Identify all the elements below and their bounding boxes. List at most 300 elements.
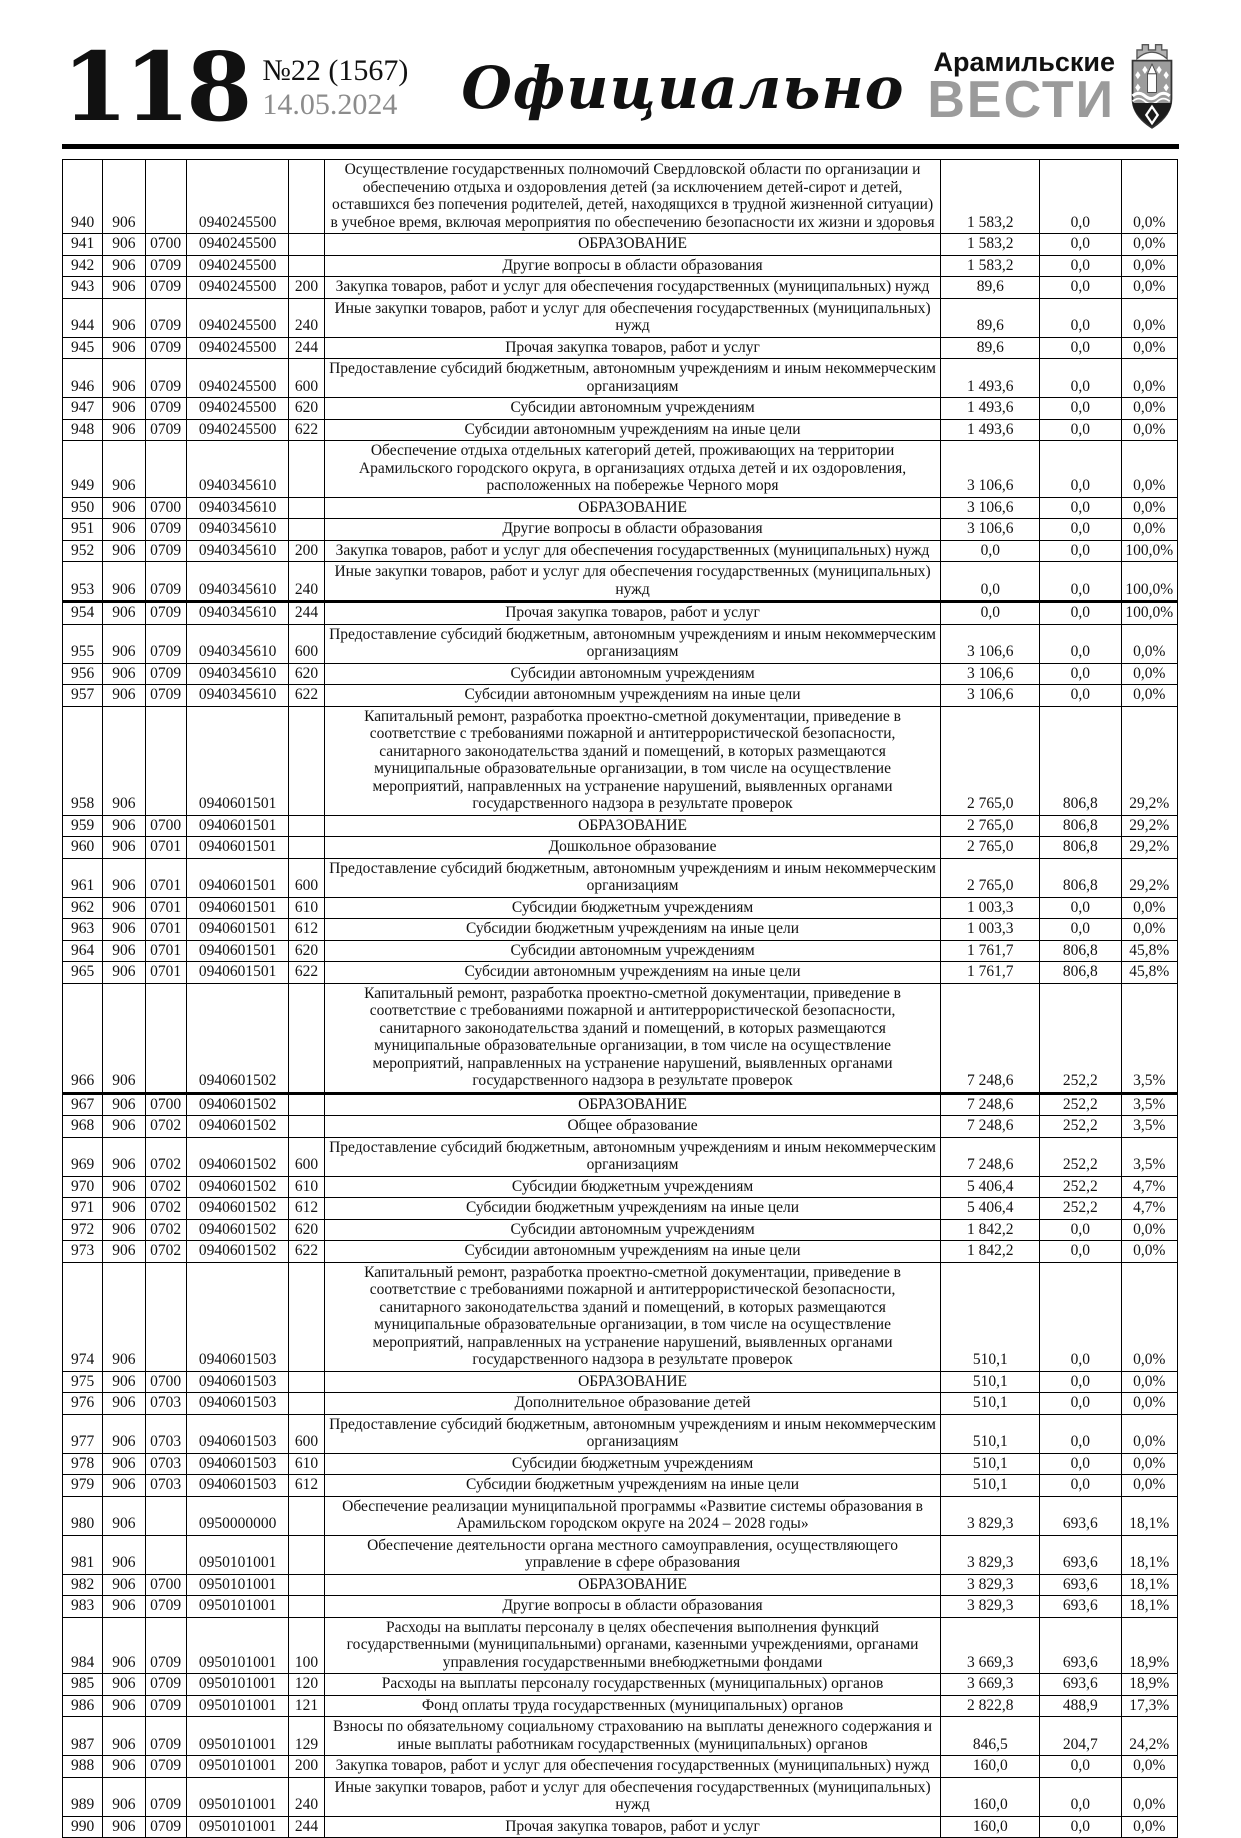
cell-expense-type-code [289,706,324,815]
cell-percent: 0,0% [1121,234,1177,256]
cell-grbs-code: 906 [103,858,145,897]
cell-plan-amount: 89,6 [941,298,1040,337]
cell-percent: 29,2% [1121,858,1177,897]
cell-executed-amount: 0,0 [1040,663,1122,685]
cell-name: Предоставление субсидий бюджетным, автономным учреждениям и иным некоммерческим организациям [324,624,941,663]
table-row [63,562,1178,602]
cell-grbs-code: 906 [103,419,145,441]
cell-plan-amount: 3 829,3 [941,1535,1040,1574]
cell-grbs-code: 906 [103,359,145,398]
cell-plan-amount: 160,0 [941,1777,1040,1816]
cell-name: Расходы на выплаты персоналу в целях обеспечения выполнения функций государственными (муниципальными) органами, казенными учреждениями, органами управления государственными внебюджетными фондами [324,1617,941,1674]
cell-name: Субсидии автономным учреждениям [324,940,941,962]
cell-grbs-code: 906 [103,277,145,299]
cell-grbs-code: 906 [103,1574,145,1596]
cell-target-code: 0940601501 [186,919,289,941]
cell-target-code: 0940345610 [186,540,289,562]
table-row [63,940,1178,962]
cell-section-code: 0701 [145,962,186,984]
cell-grbs-code: 906 [103,398,145,420]
cell-expense-type-code [289,1535,324,1574]
cell-executed-amount: 0,0 [1040,1262,1122,1371]
table-row [63,1574,1178,1596]
cell-grbs-code: 906 [103,1093,145,1116]
cell-plan-amount: 3 106,6 [941,519,1040,541]
cell-grbs-code: 906 [103,1414,145,1453]
cell-section-code: 0702 [145,1198,186,1220]
cell-executed-amount: 806,8 [1040,815,1122,837]
cell-section-code: 0702 [145,1116,186,1138]
cell-target-code: 0940345610 [186,602,289,625]
cell-expense-type-code: 244 [289,337,324,359]
cell-name: Капитальный ремонт, разработка проектно-сметной документации, приведение в соответствие с требованиями пожарной и антитеррористической безопасности, санитарного законодательства зданий и помещений, в которых размещаются муниципальные образовательные организации, в том числе на осуществление мероприятий, направленных на устранение нарушений, выявленных органами государственного надзора в результате проверок [324,1262,941,1371]
cell-row-number: 942 [63,255,103,277]
cell-executed-amount: 0,0 [1040,1219,1122,1241]
table-row [63,160,1178,234]
cell-percent: 0,0% [1121,519,1177,541]
cell-executed-amount: 0,0 [1040,1393,1122,1415]
cell-expense-type-code: 121 [289,1695,324,1717]
cell-plan-amount: 1 003,3 [941,897,1040,919]
cell-name: Осуществление государственных полномочий Свердловской области по организации и обеспечению отдыха и оздоровления детей (за исключением детей-сирот и детей, оставшихся без попечения родителей, детей, находящихся в трудной жизненной ситуации) в учебное время, включая мероприятия по обеспечению безопасности их жизни и здоровья [324,160,941,234]
cell-row-number: 989 [63,1777,103,1816]
cell-name: Дополнительное образование детей [324,1393,941,1415]
cell-expense-type-code: 600 [289,858,324,897]
table-row [63,359,1178,398]
cell-name: ОБРАЗОВАНИЕ [324,234,941,256]
cell-row-number: 945 [63,337,103,359]
cell-section-code: 0709 [145,562,186,602]
cell-section-code: 0709 [145,1756,186,1778]
cell-executed-amount: 0,0 [1040,540,1122,562]
cell-target-code: 0950101001 [186,1756,289,1778]
cell-name: Взносы по обязательному социальному страхованию на выплаты денежного содержания и иные выплаты работникам государственных (муниципальных) органов [324,1717,941,1756]
cell-section-code: 0709 [145,1674,186,1696]
issue-block [262,54,408,123]
cell-plan-amount: 1 761,7 [941,940,1040,962]
cell-name: Иные закупки товаров, работ и услуг для обеспечения государственных (муниципальных) нужд [324,298,941,337]
cell-expense-type-code: 622 [289,685,324,707]
cell-percent: 0,0% [1121,1241,1177,1263]
cell-plan-amount: 0,0 [941,602,1040,625]
cell-plan-amount: 5 406,4 [941,1176,1040,1198]
cell-executed-amount: 0,0 [1040,1756,1122,1778]
cell-plan-amount: 2 822,8 [941,1695,1040,1717]
cell-target-code: 0950101001 [186,1596,289,1618]
cell-plan-amount: 3 669,3 [941,1617,1040,1674]
table-row [63,1475,1178,1497]
table-row [63,1198,1178,1220]
cell-target-code: 0940345610 [186,663,289,685]
cell-target-code: 0940601502 [186,1137,289,1176]
cell-name: ОБРАЗОВАНИЕ [324,497,941,519]
cell-target-code: 0940601502 [186,1198,289,1220]
cell-executed-amount: 693,6 [1040,1496,1122,1535]
cell-plan-amount: 0,0 [941,540,1040,562]
cell-grbs-code: 906 [103,837,145,859]
cell-executed-amount: 693,6 [1040,1574,1122,1596]
cell-executed-amount: 0,0 [1040,562,1122,602]
cell-row-number: 982 [63,1574,103,1596]
cell-grbs-code: 906 [103,1137,145,1176]
cell-section-code: 0709 [145,1596,186,1618]
cell-row-number: 959 [63,815,103,837]
cell-executed-amount: 0,0 [1040,1371,1122,1393]
cell-executed-amount: 204,7 [1040,1717,1122,1756]
cell-name: Закупка товаров, работ и услуг для обеспечения государственных (муниципальных) нужд [324,540,941,562]
cell-expense-type-code: 200 [289,540,324,562]
cell-expense-type-code [289,1262,324,1371]
cell-section-code: 0702 [145,1219,186,1241]
cell-name: Субсидии бюджетным учреждениям [324,897,941,919]
table-row [63,1116,1178,1138]
cell-plan-amount: 2 765,0 [941,815,1040,837]
cell-grbs-code: 906 [103,983,145,1093]
cell-percent: 0,0% [1121,1393,1177,1415]
cell-row-number: 954 [63,602,103,625]
cell-section-code: 0702 [145,1137,186,1176]
cell-target-code: 0950101001 [186,1574,289,1596]
cell-plan-amount: 510,1 [941,1371,1040,1393]
cell-executed-amount: 0,0 [1040,255,1122,277]
cell-percent: 0,0% [1121,1219,1177,1241]
cell-expense-type-code [289,983,324,1093]
cell-percent: 4,7% [1121,1198,1177,1220]
table-row [63,255,1178,277]
cell-target-code: 0950101001 [186,1717,289,1756]
cell-row-number: 960 [63,837,103,859]
cell-target-code: 0940601501 [186,897,289,919]
cell-row-number: 944 [63,298,103,337]
cell-grbs-code: 906 [103,1695,145,1717]
table-row [63,234,1178,256]
cell-row-number: 947 [63,398,103,420]
cell-executed-amount: 0,0 [1040,624,1122,663]
table-row [63,1414,1178,1453]
cell-expense-type-code [289,1574,324,1596]
cell-percent: 0,0% [1121,1475,1177,1497]
cell-executed-amount: 806,8 [1040,837,1122,859]
cell-target-code: 0950101001 [186,1695,289,1717]
cell-row-number: 975 [63,1371,103,1393]
cell-expense-type-code: 244 [289,602,324,625]
cell-grbs-code: 906 [103,897,145,919]
cell-section-code: 0709 [145,255,186,277]
cell-executed-amount: 0,0 [1040,398,1122,420]
cell-section-code: 0709 [145,519,186,541]
cell-executed-amount: 693,6 [1040,1596,1122,1618]
cell-row-number: 978 [63,1453,103,1475]
table-row [63,519,1178,541]
cell-name: Субсидии автономным учреждениям на иные цели [324,419,941,441]
cell-row-number: 953 [63,562,103,602]
cell-section-code: 0709 [145,1717,186,1756]
cell-row-number: 950 [63,497,103,519]
cell-plan-amount: 89,6 [941,337,1040,359]
cell-plan-amount: 3 106,6 [941,497,1040,519]
cell-percent: 0,0% [1121,1262,1177,1371]
cell-grbs-code: 906 [103,1756,145,1778]
cell-section-code: 0709 [145,540,186,562]
cell-percent: 0,0% [1121,1816,1177,1838]
cell-section-code: 0700 [145,234,186,256]
cell-expense-type-code [289,1093,324,1116]
cell-expense-type-code: 620 [289,398,324,420]
cell-expense-type-code [289,1371,324,1393]
cell-grbs-code: 906 [103,497,145,519]
cell-section-code: 0709 [145,1816,186,1838]
cell-expense-type-code [289,441,324,498]
cell-target-code: 0940601503 [186,1262,289,1371]
table-row [63,337,1178,359]
cell-executed-amount: 806,8 [1040,962,1122,984]
cell-section-code [145,160,186,234]
cell-percent: 0,0% [1121,1414,1177,1453]
city-emblem-icon [1125,42,1179,134]
cell-target-code: 0950101001 [186,1816,289,1838]
cell-plan-amount: 1 583,2 [941,255,1040,277]
cell-expense-type-code: 622 [289,962,324,984]
cell-section-code: 0700 [145,1093,186,1116]
cell-executed-amount: 806,8 [1040,858,1122,897]
cell-expense-type-code [289,519,324,541]
cell-percent: 0,0% [1121,663,1177,685]
table-row [63,1717,1178,1756]
cell-name: Субсидии автономным учреждениям [324,663,941,685]
cell-section-code: 0709 [145,663,186,685]
cell-plan-amount: 1 761,7 [941,962,1040,984]
table-row [63,663,1178,685]
cell-section-code: 0701 [145,837,186,859]
cell-name: Другие вопросы в области образования [324,255,941,277]
cell-row-number: 946 [63,359,103,398]
cell-row-number: 986 [63,1695,103,1717]
cell-name: Общее образование [324,1116,941,1138]
cell-expense-type-code: 100 [289,1617,324,1674]
cell-executed-amount: 0,0 [1040,337,1122,359]
cell-grbs-code: 906 [103,234,145,256]
cell-expense-type-code: 200 [289,277,324,299]
cell-target-code: 0940601502 [186,1176,289,1198]
table-row [63,624,1178,663]
cell-row-number: 940 [63,160,103,234]
cell-row-number: 962 [63,897,103,919]
cell-executed-amount: 252,2 [1040,1116,1122,1138]
cell-name: Предоставление субсидий бюджетным, автономным учреждениям и иным некоммерческим организациям [324,1137,941,1176]
cell-executed-amount: 0,0 [1040,919,1122,941]
cell-row-number: 966 [63,983,103,1093]
cell-plan-amount: 2 765,0 [941,706,1040,815]
cell-name: Закупка товаров, работ и услуг для обеспечения государственных (муниципальных) нужд [324,277,941,299]
cell-percent: 0,0% [1121,441,1177,498]
cell-grbs-code: 906 [103,1176,145,1198]
cell-percent: 0,0% [1121,398,1177,420]
cell-percent: 0,0% [1121,1453,1177,1475]
cell-plan-amount: 89,6 [941,277,1040,299]
cell-name: Дошкольное образование [324,837,941,859]
cell-target-code: 0940601502 [186,1241,289,1263]
cell-expense-type-code: 610 [289,1176,324,1198]
table-row [63,706,1178,815]
table-row [63,1137,1178,1176]
cell-plan-amount: 160,0 [941,1756,1040,1778]
cell-grbs-code: 906 [103,1777,145,1816]
cell-expense-type-code: 240 [289,1777,324,1816]
cell-name: Прочая закупка товаров, работ и услуг [324,1816,941,1838]
cell-name: Прочая закупка товаров, работ и услуг [324,602,941,625]
cell-section-code [145,441,186,498]
cell-target-code: 0940601502 [186,1116,289,1138]
cell-target-code: 0940245500 [186,359,289,398]
cell-plan-amount: 3 829,3 [941,1496,1040,1535]
cell-percent: 0,0% [1121,685,1177,707]
cell-name: Предоставление субсидий бюджетным, автономным учреждениям и иным некоммерческим организациям [324,858,941,897]
cell-percent: 3,5% [1121,1093,1177,1116]
cell-target-code: 0940601502 [186,1219,289,1241]
cell-percent: 100,0% [1121,540,1177,562]
cell-target-code: 0940601503 [186,1393,289,1415]
table-row [63,419,1178,441]
cell-executed-amount: 252,2 [1040,1176,1122,1198]
issue-date: 14.05.2024 [262,88,398,121]
cell-target-code: 0940245500 [186,419,289,441]
cell-section-code [145,1496,186,1535]
cell-plan-amount: 510,1 [941,1414,1040,1453]
table-row [63,815,1178,837]
table-row [63,1816,1178,1838]
cell-executed-amount: 0,0 [1040,419,1122,441]
cell-executed-amount: 693,6 [1040,1617,1122,1674]
cell-grbs-code: 906 [103,1535,145,1574]
cell-target-code: 0940245500 [186,398,289,420]
table-row [63,1241,1178,1263]
cell-row-number: 983 [63,1596,103,1618]
cell-name: Предоставление субсидий бюджетным, автономным учреждениям и иным некоммерческим организациям [324,359,941,398]
cell-expense-type-code: 612 [289,919,324,941]
cell-section-code: 0709 [145,337,186,359]
cell-name: Прочая закупка товаров, работ и услуг [324,337,941,359]
cell-plan-amount: 510,1 [941,1393,1040,1415]
cell-name: Субсидии автономным учреждениям [324,1219,941,1241]
cell-row-number: 961 [63,858,103,897]
cell-plan-amount: 3 106,6 [941,685,1040,707]
cell-row-number: 964 [63,940,103,962]
cell-expense-type-code: 244 [289,1816,324,1838]
cell-expense-type-code [289,1393,324,1415]
cell-expense-type-code: 120 [289,1674,324,1696]
cell-expense-type-code: 612 [289,1475,324,1497]
cell-percent: 18,1% [1121,1535,1177,1574]
cell-expense-type-code [289,815,324,837]
cell-name: Обеспечение деятельности органа местного самоуправления, осуществляющего управление в сфере образования [324,1535,941,1574]
cell-grbs-code: 906 [103,255,145,277]
cell-plan-amount: 3 829,3 [941,1574,1040,1596]
cell-name: ОБРАЗОВАНИЕ [324,1371,941,1393]
cell-executed-amount: 0,0 [1040,160,1122,234]
cell-grbs-code: 906 [103,1371,145,1393]
cell-expense-type-code: 620 [289,1219,324,1241]
cell-row-number: 985 [63,1674,103,1696]
cell-section-code: 0700 [145,815,186,837]
cell-section-code: 0709 [145,624,186,663]
cell-expense-type-code [289,497,324,519]
brand-name-bottom: ВЕСТИ [927,71,1115,130]
cell-section-code: 0701 [145,858,186,897]
header-divider [62,144,1179,149]
cell-row-number: 979 [63,1475,103,1497]
cell-row-number: 984 [63,1617,103,1674]
cell-name: Субсидии бюджетным учреждениям на иные цели [324,1198,941,1220]
cell-plan-amount: 846,5 [941,1717,1040,1756]
cell-plan-amount: 7 248,6 [941,983,1040,1093]
cell-percent: 29,2% [1121,815,1177,837]
table-row [63,1535,1178,1574]
cell-percent: 0,0% [1121,337,1177,359]
cell-executed-amount: 0,0 [1040,897,1122,919]
cell-grbs-code: 906 [103,663,145,685]
cell-expense-type-code: 612 [289,1198,324,1220]
cell-grbs-code: 906 [103,298,145,337]
cell-plan-amount: 7 248,6 [941,1116,1040,1138]
table-row [63,1695,1178,1717]
cell-executed-amount: 693,6 [1040,1535,1122,1574]
table-row [63,837,1178,859]
cell-grbs-code: 906 [103,337,145,359]
cell-percent: 0,0% [1121,1756,1177,1778]
cell-section-code: 0709 [145,298,186,337]
cell-section-code [145,983,186,1093]
cell-target-code: 0940345610 [186,441,289,498]
cell-percent: 0,0% [1121,298,1177,337]
cell-executed-amount: 0,0 [1040,234,1122,256]
cell-percent: 0,0% [1121,919,1177,941]
table-row [63,983,1178,1093]
cell-name: Субсидии автономным учреждениям на иные цели [324,1241,941,1263]
cell-grbs-code: 906 [103,441,145,498]
cell-grbs-code: 906 [103,1496,145,1535]
brand-block [927,42,1179,134]
masthead [62,31,1179,143]
cell-row-number: 949 [63,441,103,498]
cell-name: Обеспечение отдыха отдельных категорий детей, проживающих на территории Арамильского городского округа, в организациях отдыха детей и их оздоровления, расположенных на побережье Черного моря [324,441,941,498]
cell-percent: 0,0% [1121,419,1177,441]
cell-section-code [145,706,186,815]
budget-table [62,159,1178,1838]
cell-row-number: 971 [63,1198,103,1220]
cell-name: Предоставление субсидий бюджетным, автономным учреждениям и иным некоммерческим организациям [324,1414,941,1453]
cell-executed-amount: 806,8 [1040,940,1122,962]
cell-grbs-code: 906 [103,1617,145,1674]
cell-name: Иные закупки товаров, работ и услуг для обеспечения государственных (муниципальных) нужд [324,1777,941,1816]
cell-expense-type-code: 200 [289,1756,324,1778]
cell-expense-type-code: 622 [289,1241,324,1263]
cell-section-code: 0703 [145,1453,186,1475]
table-row [63,962,1178,984]
cell-target-code: 0940601501 [186,962,289,984]
cell-section-code: 0700 [145,497,186,519]
cell-grbs-code: 906 [103,624,145,663]
cell-plan-amount: 1 493,6 [941,419,1040,441]
cell-target-code: 0940245500 [186,298,289,337]
cell-target-code: 0950101001 [186,1535,289,1574]
cell-name: Закупка товаров, работ и услуг для обеспечения государственных (муниципальных) нужд [324,1756,941,1778]
cell-executed-amount: 0,0 [1040,1241,1122,1263]
cell-executed-amount: 0,0 [1040,1475,1122,1497]
cell-name: Иные закупки товаров, работ и услуг для обеспечения государственных (муниципальных) нужд [324,562,941,602]
cell-section-code [145,1535,186,1574]
cell-section-code: 0703 [145,1393,186,1415]
table-row [63,540,1178,562]
